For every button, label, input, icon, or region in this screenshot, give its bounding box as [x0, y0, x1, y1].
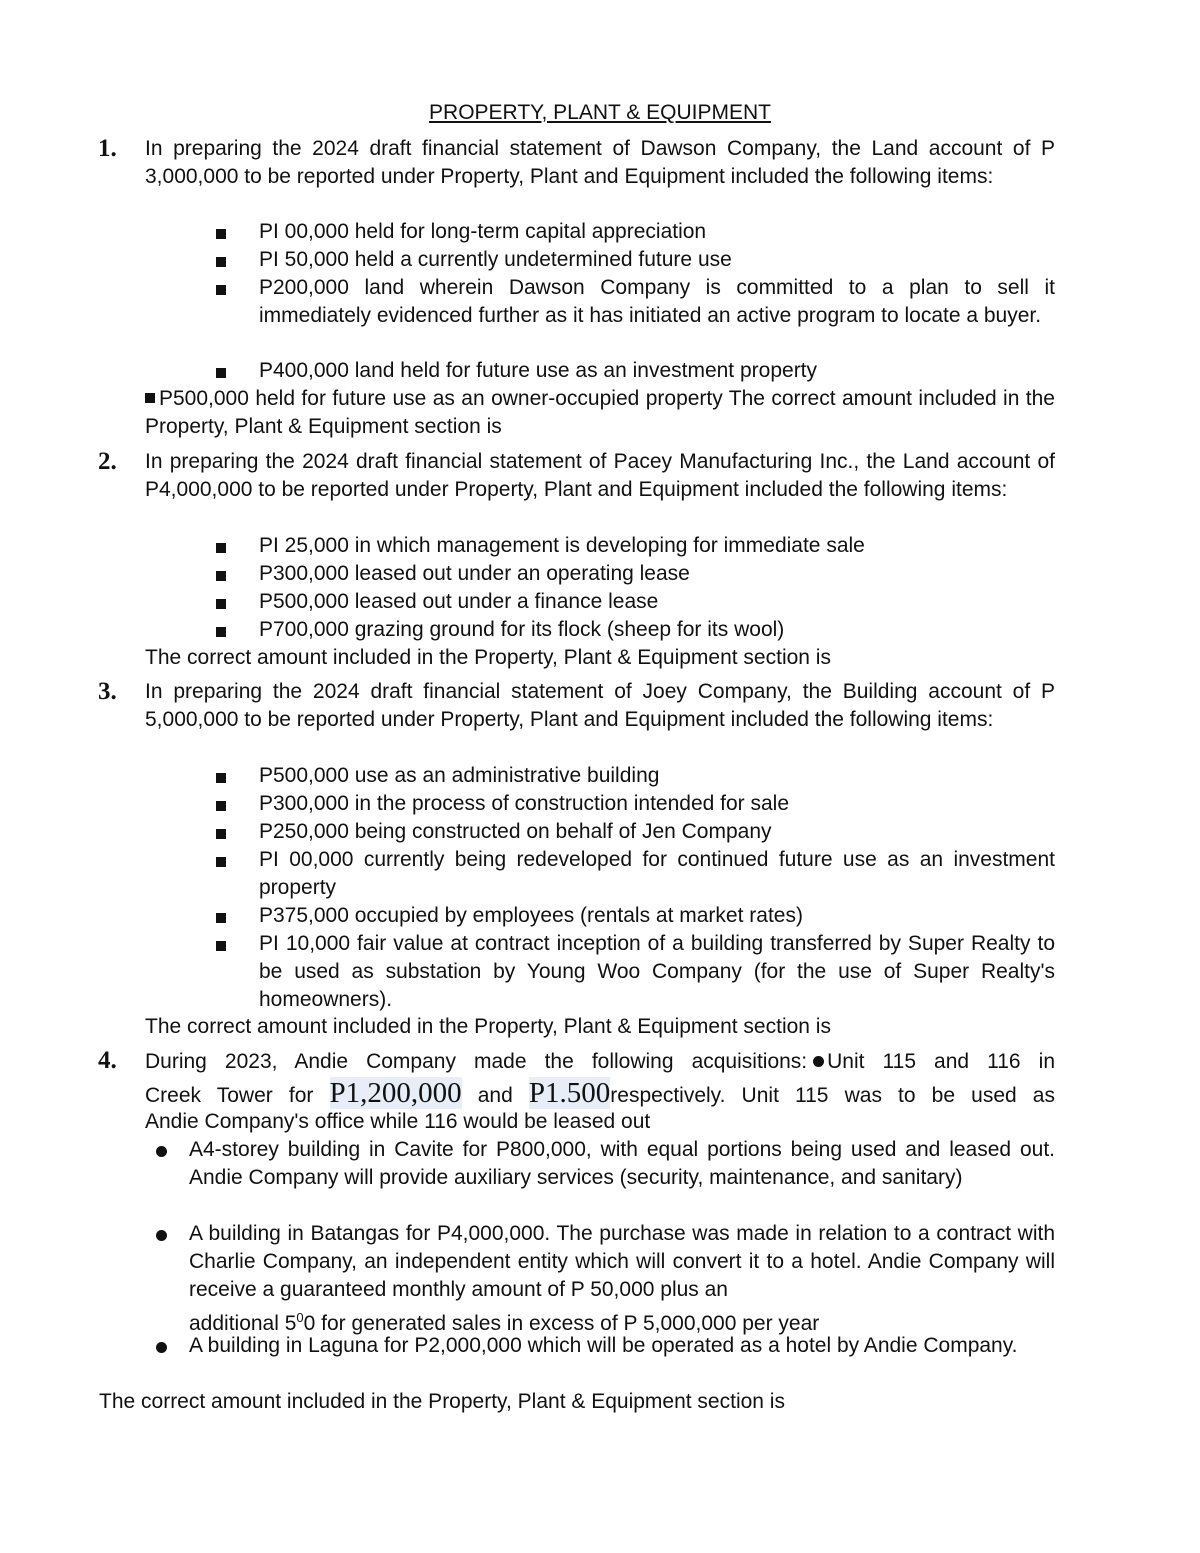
square-bullet-icon [216, 627, 226, 637]
square-bullet-icon [216, 368, 226, 378]
square-bullet-icon [216, 857, 226, 867]
question-intro-line: Creek Tower for P1,200,000 and P1.500respectively. Unit 115 was to be used as [145, 1077, 1055, 1109]
square-bullet-icon [216, 801, 226, 811]
square-bullet-icon [145, 393, 155, 403]
list-item: P700,000 grazing ground for its flock (sheep for its wool) [259, 618, 785, 641]
round-bullet-icon [156, 1342, 167, 1353]
list-item: PI 00,000 currently being redeveloped for continued future use as an investment property [259, 848, 1055, 899]
square-bullet-icon [216, 257, 226, 267]
question-closing: The correct amount included in the Property, Plant & Equipment section is [99, 1390, 785, 1413]
question-number: 3. [98, 678, 117, 705]
question-intro: In preparing the 2024 draft financial statement of Dawson Company, the Land account of P 3,000,000 to be reported under Property, Plant and Equipment included the following items: [145, 137, 1055, 188]
square-bullet-icon [216, 571, 226, 581]
round-bullet-icon [813, 1056, 824, 1067]
list-item: A4-storey building in Cavite for P800,000, with equal portions being used and leased out. Andie Company will provide auxiliary services (security, maintenance, and sanitary) [189, 1138, 1055, 1189]
list-item: PI 25,000 in which management is developing for immediate sale [259, 534, 865, 557]
square-bullet-icon [216, 285, 226, 295]
list-item: PI 50,000 held a currently undetermined future use [259, 248, 732, 271]
square-bullet-icon [216, 829, 226, 839]
square-bullet-icon [216, 599, 226, 609]
list-item: P400,000 land held for future use as an investment property [259, 359, 818, 382]
highlighted-amount: P1,200,000 [329, 1077, 462, 1109]
list-item: P500,000 leased out under a finance lease [259, 590, 659, 613]
list-item: P500,000 held for future use as an owner-occupied property The correct amount included in the Property, Plant & Equipment section is [145, 387, 1055, 438]
question-intro: In preparing the 2024 draft financial statement of Pacey Manufacturing Inc., the Land account of P4,000,000 to be reported under Property, Plant and Equipment included the following items: [145, 450, 1055, 501]
round-bullet-icon [156, 1230, 167, 1241]
list-item: A building in Laguna for P2,000,000 which will be operated as a hotel by Andie Company. [189, 1334, 1018, 1357]
square-bullet-icon [216, 543, 226, 553]
question-intro-line: Andie Company's office while 116 would be leased out [145, 1110, 651, 1133]
square-bullet-icon [216, 941, 226, 951]
list-item: P300,000 in the process of construction intended for sale [259, 792, 790, 815]
question-closing: The correct amount included in the Property, Plant & Equipment section is [145, 1015, 831, 1038]
square-bullet-icon [216, 229, 226, 239]
list-item: P250,000 being constructed on behalf of Jen Company [259, 820, 772, 843]
question-closing: The correct amount included in the Property, Plant & Equipment section is [145, 646, 831, 669]
list-item-continued: additional $5^00$ for generated sales in excess of P 5,000,000 per year [189, 1310, 820, 1335]
question-number: 4. [98, 1047, 117, 1074]
question-number: 1. [98, 135, 117, 162]
list-item: P500,000 use as an administrative building [259, 764, 660, 787]
highlighted-amount: P1.500 [528, 1077, 611, 1109]
list-item: P375,000 occupied by employees (rentals at market rates) [259, 904, 803, 927]
question-intro: In preparing the 2024 draft financial statement of Joey Company, the Building account of P 5,000,000 to be reported under Property, Plant and Equipment included the following items: [145, 680, 1055, 731]
question-intro: During 2023, Andie Company made the following acquisitions: Unit 115 and 116 in [145, 1050, 1055, 1073]
square-bullet-icon [216, 773, 226, 783]
question-number: 2. [98, 448, 117, 475]
list-item: PI 00,000 held for long-term capital appreciation [259, 220, 707, 243]
round-bullet-icon [156, 1146, 167, 1157]
list-item: A building in Batangas for P4,000,000. The purchase was made in relation to a contract with Charlie Company, an independent entity which will convert it to a hotel. Andie Company will receive a guaranteed monthly amount of P 50,000 plus an [189, 1222, 1055, 1301]
list-item: P300,000 leased out under an operating lease [259, 562, 690, 585]
list-item: P200,000 land wherein Dawson Company is committed to a plan to sell it immediately evidenced further as it has initiated an active program to locate a buyer. [259, 276, 1055, 327]
page-title: PROPERTY, PLANT & EQUIPMENT [429, 101, 771, 124]
list-item: PI 10,000 fair value at contract inception of a building transferred by Super Realty to be used as substation by Young Woo Company (for the use of Super Realty's homeowners). [259, 932, 1055, 1011]
square-bullet-icon [216, 913, 226, 923]
